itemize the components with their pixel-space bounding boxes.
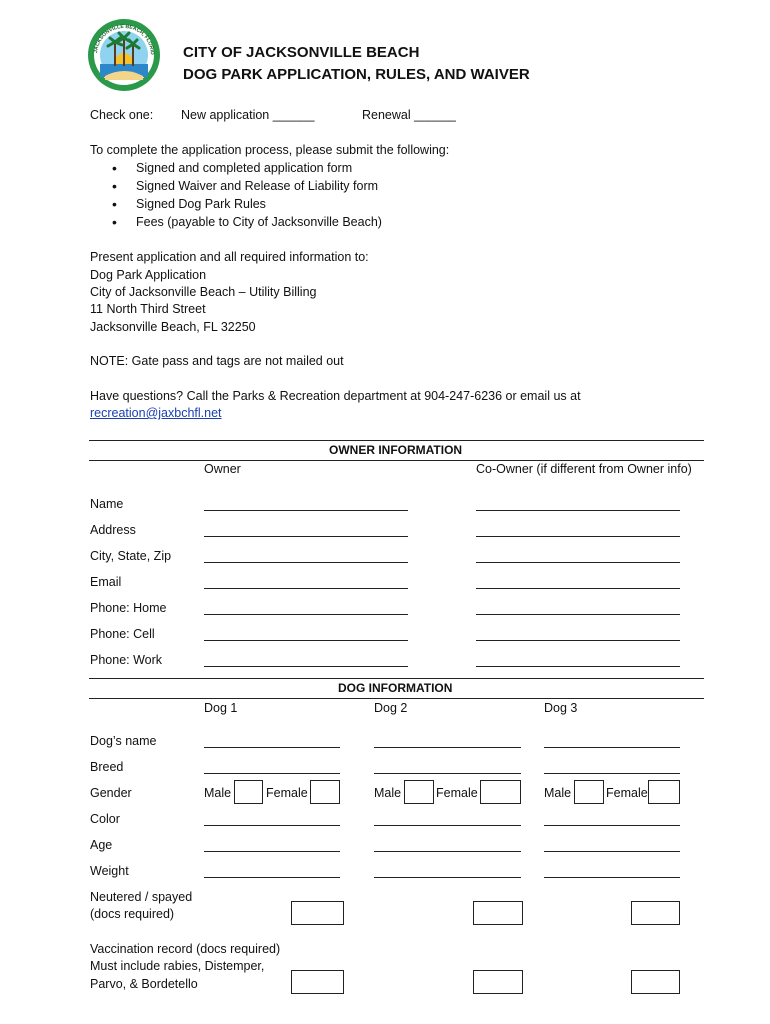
title-line-2: DOG PARK APPLICATION, RULES, AND WAIVER [183,66,530,83]
coowner-name-input[interactable] [476,510,680,511]
owner-name-input[interactable] [204,510,408,511]
dog1-name-input[interactable] [204,747,340,748]
dog1-color-input[interactable] [204,825,340,826]
dog2-age-input[interactable] [374,851,521,852]
dog3-age-input[interactable] [544,851,680,852]
dog1-female-checkbox[interactable] [310,780,340,804]
vaccination-label: Vaccination record (docs required) [90,942,281,956]
owner-phone-cell-input[interactable] [204,640,408,641]
coowner-phone-cell-input[interactable] [476,640,680,641]
seal-text: JACKSONVILLE BEACH, FLORID [93,23,156,56]
address-line: Jacksonville Beach, FL 32250 [90,320,256,334]
dog3-breed-input[interactable] [544,773,680,774]
owner-address-input[interactable] [204,536,408,537]
phone-cell-label: Phone: Cell [90,627,155,641]
vaccination-note-1: Must include rabies, Distemper, [90,959,265,973]
dog2-female-checkbox[interactable] [480,780,521,804]
address-line: 11 North Third Street [90,302,206,316]
coowner-email-input[interactable] [476,588,680,589]
coowner-phone-work-input[interactable] [476,666,680,667]
owner-city-input[interactable] [204,562,408,563]
instructions-intro: To complete the application process, please submit the following: [90,143,450,157]
dog1-neutered-checkbox[interactable] [291,901,344,925]
check-one-label: Check one: [90,108,154,122]
owner-email-input[interactable] [204,588,408,589]
dog3-color-input[interactable] [544,825,680,826]
address-intro: Present application and all required information to: [90,250,369,264]
dog2-color-input[interactable] [374,825,521,826]
breed-label: Breed [90,760,124,774]
divider [89,460,704,461]
divider [89,440,704,441]
renewal-field[interactable]: Renewal ______ [362,108,456,122]
city-state-zip-label: City, State, Zip [90,549,172,563]
dog3-weight-input[interactable] [544,877,680,878]
dog1-vaccination-checkbox[interactable] [291,970,344,994]
neutered-label: Neutered / spayed [90,890,193,904]
age-label: Age [90,838,113,852]
questions-text: Have questions? Call the Parks & Recreation department at 904-247-6236 or email us at [90,389,581,403]
list-item: • Signed Waiver and Release of Liability form [112,177,382,195]
list-item: • Signed Dog Park Rules [112,195,382,213]
neutered-label-note: (docs required) [90,907,175,921]
list-item: • Fees (payable to City of Jacksonville Beach) [112,213,382,231]
dog-section-heading: DOG INFORMATION [338,681,453,695]
requirements-list [112,159,382,231]
email-label: Email [90,575,122,589]
dog2-breed-input[interactable] [374,773,521,774]
dog3-male-checkbox[interactable] [574,780,604,804]
dog3-female-label: Female [606,786,648,800]
coowner-address-input[interactable] [476,536,680,537]
dog1-male-label: Male [204,786,232,800]
dog-name-label: Dog’s name [90,734,157,748]
phone-home-label: Phone: Home [90,601,167,615]
note-text: NOTE: Gate pass and tags are not mailed out [90,354,344,368]
new-application-field[interactable]: New application ______ [181,108,315,122]
color-label: Color [90,812,120,826]
dog2-weight-input[interactable] [374,877,521,878]
dog2-male-label: Male [374,786,402,800]
coowner-city-input[interactable] [476,562,680,563]
dog2-vaccination-checkbox[interactable] [473,970,523,994]
vaccination-note-2: Parvo, & Bordetello [90,977,198,991]
title-line-1: CITY OF JACKSONVILLE BEACH [183,44,420,61]
gender-label: Gender [90,786,132,800]
dog3-vaccination-checkbox[interactable] [631,970,680,994]
address-label: Address [90,523,136,537]
dog1-weight-input[interactable] [204,877,340,878]
dog2-female-label: Female [436,786,478,800]
dog1-age-input[interactable] [204,851,340,852]
owner-section-heading: OWNER INFORMATION [329,443,463,457]
owner-phone-home-input[interactable] [204,614,408,615]
list-item: • Signed and completed application form [112,159,382,177]
dog1-female-label: Female [266,786,308,800]
dog3-column-label: Dog 3 [544,701,578,715]
coowner-column-label: Co-Owner (if different from Owner info) [476,462,692,476]
phone-work-label: Phone: Work [90,653,163,667]
dog2-male-checkbox[interactable] [404,780,434,804]
divider [89,678,704,679]
dog1-breed-input[interactable] [204,773,340,774]
dog1-male-checkbox[interactable] [234,780,263,804]
address-line: City of Jacksonville Beach – Utility Billing [90,285,317,299]
divider [89,698,704,699]
dog2-neutered-checkbox[interactable] [473,901,523,925]
owner-column-label: Owner [204,462,241,476]
owner-phone-work-input[interactable] [204,666,408,667]
name-label: Name [90,497,124,511]
dog1-column-label: Dog 1 [204,701,238,715]
dog2-column-label: Dog 2 [374,701,408,715]
dog3-name-input[interactable] [544,747,680,748]
email-link[interactable]: recreation@jaxbchfl.net [90,406,222,420]
coowner-phone-home-input[interactable] [476,614,680,615]
city-seal-logo [87,18,161,92]
address-line: Dog Park Application [90,268,207,282]
dog2-name-input[interactable] [374,747,521,748]
dog3-female-checkbox[interactable] [648,780,680,804]
dog3-male-label: Male [544,786,572,800]
dog3-neutered-checkbox[interactable] [631,901,680,925]
weight-label: Weight [90,864,129,878]
